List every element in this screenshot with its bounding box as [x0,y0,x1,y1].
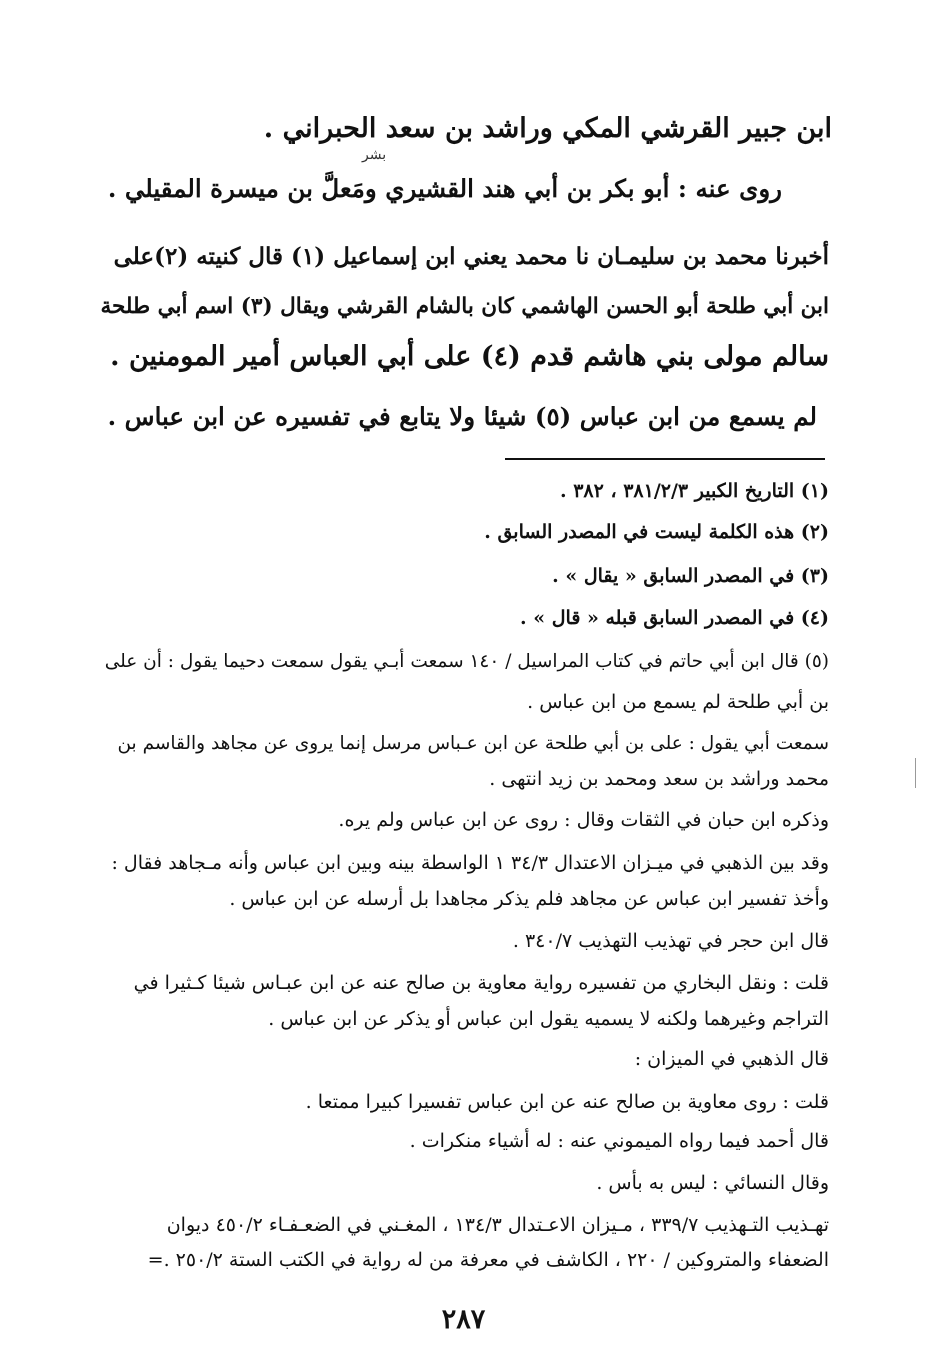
body-line: روى عنه : أبو بكر بن أبي هند القشيري ومَعلَّ بن ميسرة المقيلي . [107,174,782,203]
body-line: ابن أبي طلحة أبو الحسن الهاشمي كان بالشام القرشي ويقال (٣) اسم أبي طلحة [100,294,829,319]
footnote-line: قال أحمد فيما رواه الميموني عنه : له أشياء منكرات . [409,1130,829,1152]
footnote-line: (٣) في المصدر السابق « يقال » . [552,565,829,587]
margin-mark [915,758,916,788]
footnote-line: الضعفاء والمتروكين / ٢٢٠ ، الكاشف في معرفة من له رواية في الكتب الستة ٢٥٠/٢ .= [147,1249,829,1271]
footnote-line: (٤) في المصدر السابق قبله « قال » . [520,607,829,629]
footnote-line: وقال النسائي : ليس به بأس . [596,1172,829,1194]
footnote-separator [505,458,825,460]
body-line: لم يسمع من ابن عباس (٥) شيئا ولا يتابع في تفسيره عن ابن عباس . [107,402,817,431]
footnote-line: قال ابن حجر في تهذيب التهذيب ٣٤٠/٧ . [512,930,829,952]
footnote-line: محمد وراشد بن سعد ومحمد بن زيد انتهى . [489,768,829,790]
body-line: سالم مولى بني هاشم قدم (٤) على أبي العباس أمير المومنين . [110,341,829,372]
footnote-line: وقد بين الذهبي في ميـزان الاعتدال ٣٤/٣ ١ الواسطة بينه وبين ابن عباس وأنه مـجاهد فقال : [111,852,829,874]
footnote-line: وذكره ابن حبان في الثقات وقال : روى عن ابن عباس ولم يره. [338,809,829,831]
footnote-line: قال الذهبي في الميزان : [634,1048,829,1070]
footnote-line: سمعت أبي يقول : على بن أبي طلحة عن ابن عـباس مرسل إنما يروى عن مجاهد والقاسم بن [117,733,829,754]
footnote-line: (١) التاريخ الكبير ٣٨١/٢/٣ ، ٣٨٢ . [559,480,829,502]
footnote-line: التراجم وغيرهما ولكنه لا يسميه يقول ابن عباس أو يذكر عن ابن عباس . [268,1008,829,1030]
footnote-line: وأخذ تفسير ابن عباس عن مجاهد فلم يذكر مجاهدا بل أرسله عن ابن عباس . [229,888,829,910]
footnote-line: (٢) هذه الكلمة ليست في المصدر السابق . [484,521,829,543]
body-line: ابن جبير القرشي المكي وراشد بن سعد الحبراني . [263,113,832,144]
footnote-line: بن أبي طلحة لم يسمع من ابن عباس . [527,691,829,713]
handwritten-correction: بشر [362,147,387,163]
body-line: أخبرنا محمد بن سليمـان نا محمد يعني ابن إسماعيل (١) قال كنيته (٢)على [113,243,829,270]
page-number: ٢٨٧ [441,1304,486,1335]
footnote-line: قلت : ونقل البخاري من تفسيره رواية معاوية بن صالح عنه عن ابن عبـاس شيئا كـثيرا في [133,972,829,994]
footnote-line: قلت : روى معاوية بن صالح عنه عن ابن عباس تفسيرا كبيرا ممتعا . [305,1091,829,1113]
footnote-line: (٥) قال ابن أبي حاتم في كتاب المراسيل / ١٤٠ سمعت أبـي يقول سمعت دحيما يقول : أن على [104,651,829,672]
footnote-line: تهـذيب التـهذيب ٣٣٩/٧ ، مـيزان الاعـتدال ١٣٤/٣ ، المغـني في الضعـفـاء ٤٥٠/٢ ديوان [166,1214,829,1236]
